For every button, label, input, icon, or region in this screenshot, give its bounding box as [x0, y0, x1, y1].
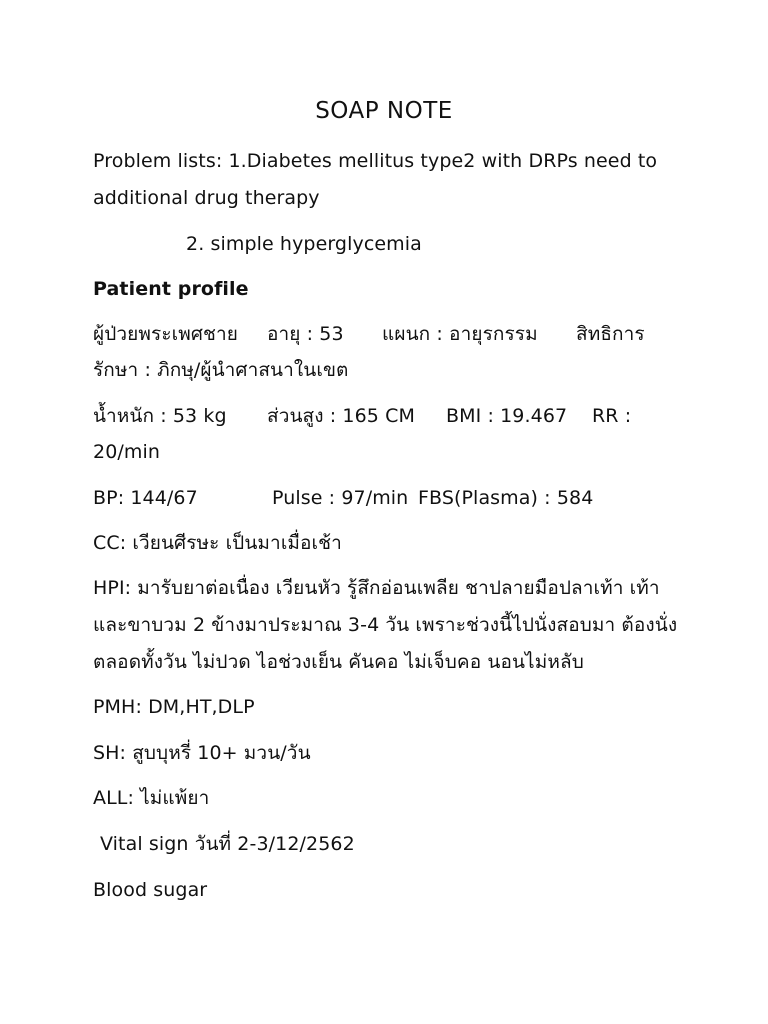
problem-list-item2: 2. simple hyperglycemia [186, 233, 422, 255]
social-history: SH: สูบบุหรี่ 10+ มวน/วัน [93, 742, 311, 764]
patient-fbs: FBS(Plasma) : 584 [418, 487, 594, 509]
patient-height: ส่วนสูง : 165 CM [267, 405, 415, 427]
patient-weight: น้ำหนัก : 53 kg [93, 405, 227, 427]
patient-gender: ผู้ป่วยพระเพศชาย [93, 323, 239, 345]
chief-complaint: CC: เวียนศีรษะ เป็นมาเมื่อเช้า [93, 532, 342, 554]
patient-rights-part2: รักษา : ภิกษุ/ผู้นำศาสนาในเขต [93, 359, 349, 381]
patient-bp: BP: 144/67 [93, 487, 198, 509]
hpi-line1: HPI: มารับยาต่อเนื่อง เวียนหัว รู้สึกอ่อนเพลีย ชาปลายมือปลาเท้า เท้า [93, 577, 660, 599]
blood-sugar-heading: Blood sugar [93, 879, 208, 901]
patient-rights-part1: สิทธิการ [576, 323, 645, 345]
patient-rr-label: RR : [592, 405, 632, 427]
patient-rr-value: 20/min [93, 441, 161, 463]
problem-lists-line2: additional drug therapy [93, 187, 320, 209]
problem-lists-line1: Problem lists: 1.Diabetes mellitus type2 with DRPs need to [93, 150, 658, 172]
allergies: ALL: ไม่แพ้ยา [93, 787, 210, 809]
patient-bmi: BMI : 19.467 [446, 405, 568, 427]
vital-sign-heading: Vital sign วันที่ 2-3/12/2562 [100, 833, 355, 855]
hpi-line3: ตลอดทั้งวัน ไม่ปวด ไอช่วงเย็น คันคอ ไม่เจ็บคอ นอนไม่หลับ [93, 651, 584, 673]
document-title: SOAP NOTE [315, 98, 453, 124]
patient-department: แผนก : อายุรกรรม [382, 323, 538, 345]
patient-profile-heading: Patient profile [93, 278, 249, 300]
past-medical-history: PMH: DM,HT,DLP [93, 696, 255, 718]
hpi-line2: และขาบวม 2 ข้างมาประมาณ 3-4 วัน เพราะช่วงนี้ไปนั่งสอบมา ต้องนั่ง [93, 614, 678, 636]
patient-age: อายุ : 53 [267, 323, 344, 345]
patient-pulse: Pulse : 97/min [272, 487, 409, 509]
